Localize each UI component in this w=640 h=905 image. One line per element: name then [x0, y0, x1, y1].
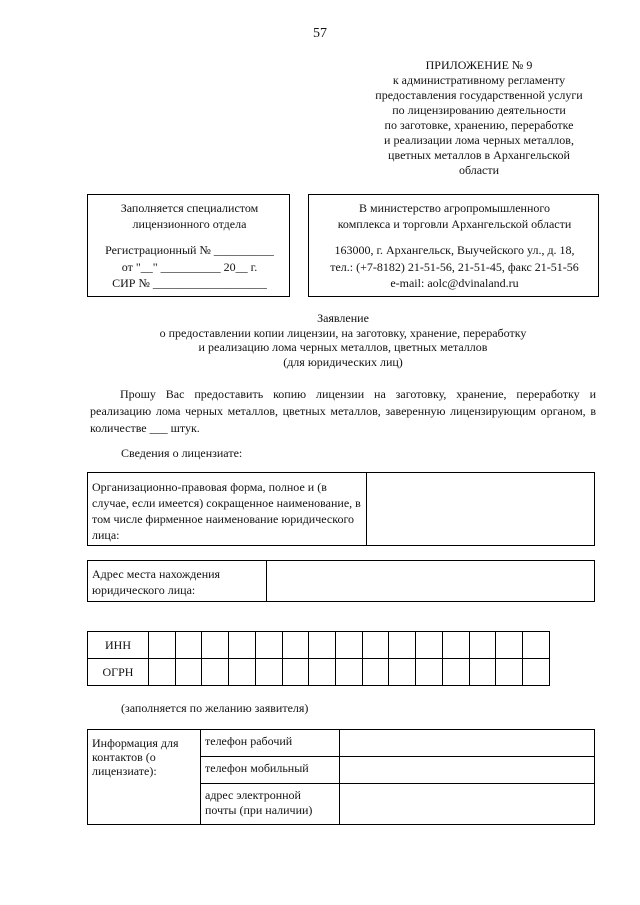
- appendix-line: цветных металлов в Архангельской: [388, 148, 570, 162]
- request-paragraph: [90, 386, 596, 437]
- work-phone-field[interactable]: [340, 730, 595, 757]
- licensee-info-label: Сведения о лицензиате:: [121, 446, 243, 460]
- address-label: Адрес места нахождения юридического лица:: [88, 561, 267, 602]
- appendix-line: области: [458, 163, 500, 177]
- inn-label: ИНН: [88, 632, 149, 659]
- inn-cell[interactable]: [469, 632, 496, 659]
- ogrn-cell[interactable]: [496, 659, 523, 686]
- ogrn-cell[interactable]: [202, 659, 229, 686]
- inn-cell[interactable]: [362, 632, 389, 659]
- heading-title: Заявление: [317, 311, 369, 325]
- address-field[interactable]: [267, 561, 595, 602]
- contacts-table: [87, 729, 595, 825]
- ministry-email: e-mail: aolc@dvinaland.ru: [390, 276, 519, 290]
- ministry-line2: комплекса и торговли Архангельской области: [337, 217, 572, 231]
- mobile-phone-label: телефон мобильный: [201, 757, 340, 784]
- appendix-line: и реализации лома черных металлов,: [384, 133, 574, 147]
- ministry-line1: В министерство агропромышленного: [358, 201, 551, 215]
- contacts-label: Информация для контактов (о лицензиате):: [88, 730, 201, 825]
- ogrn-cell[interactable]: [523, 659, 550, 686]
- ministry-box: [308, 194, 599, 297]
- work-phone-label: телефон рабочий: [201, 730, 340, 757]
- inn-cell[interactable]: [282, 632, 309, 659]
- ogrn-cell[interactable]: [416, 659, 443, 686]
- inn-cell[interactable]: [255, 632, 282, 659]
- registration-number-field[interactable]: Регистрационный № __________: [105, 243, 274, 257]
- ogrn-cell[interactable]: [442, 659, 469, 686]
- page-number: 57: [313, 26, 327, 41]
- heading-line: и реализацию лома черных металлов, цветных металлов: [198, 340, 488, 354]
- inn-cell[interactable]: [496, 632, 523, 659]
- ogrn-label: ОГРН: [88, 659, 149, 686]
- application-heading: [0, 311, 640, 369]
- inn-cell[interactable]: [389, 632, 416, 659]
- inn-cell[interactable]: [523, 632, 550, 659]
- ogrn-cell[interactable]: [389, 659, 416, 686]
- ogrn-cell[interactable]: [469, 659, 496, 686]
- inn-cell[interactable]: [442, 632, 469, 659]
- address-table: [87, 560, 595, 602]
- ogrn-cell[interactable]: [362, 659, 389, 686]
- request-text: Прошу Вас предоставить копию лицензии на заготовку, хранение, переработку и реализацию лома черных металлов, цветных металлов, заверенную лицензирующим органом, в количестве ___ штук.: [90, 387, 596, 435]
- appendix-line: к административному регламенту: [392, 73, 566, 87]
- appendix-line: по заготовке, хранению, переработке: [384, 118, 574, 132]
- ogrn-cell[interactable]: [282, 659, 309, 686]
- specialist-line2: лицензионного отдела: [132, 217, 247, 231]
- ogrn-cell[interactable]: [149, 659, 176, 686]
- inn-cell[interactable]: [175, 632, 202, 659]
- inn-cell[interactable]: [416, 632, 443, 659]
- heading-line: (для юридических лиц): [283, 354, 403, 369]
- heading-line: о предоставлении копии лицензии, на заготовку, хранение, переработку: [159, 325, 527, 340]
- org-name-table: [87, 472, 595, 546]
- mobile-phone-field[interactable]: [340, 757, 595, 784]
- ogrn-cell[interactable]: [255, 659, 282, 686]
- inn-cell[interactable]: [309, 632, 336, 659]
- org-form-label: Организационно-правовая форма, полное и (в случае, если имеется) сокращенное наименование, в том числе фирменное наименование юридического лица:: [88, 473, 367, 546]
- sir-number-field[interactable]: СИР № ___________________: [112, 276, 267, 290]
- ministry-phones: тел.: (+7-8182) 21-51-56, 21-51-45, факс 21-51-56: [330, 260, 579, 274]
- inn-cell[interactable]: [149, 632, 176, 659]
- registration-date-field[interactable]: от "__" __________ 20__ г.: [121, 260, 258, 274]
- ogrn-cell[interactable]: [309, 659, 336, 686]
- email-field[interactable]: [340, 784, 595, 825]
- optional-note: (заполняется по желанию заявителя): [121, 701, 309, 715]
- specialist-line1: Заполняется специалистом: [120, 201, 259, 215]
- inn-cell[interactable]: [229, 632, 256, 659]
- ogrn-cell[interactable]: [336, 659, 363, 686]
- inn-cell[interactable]: [202, 632, 229, 659]
- appendix-line: по лицензированию деятельности: [392, 103, 566, 117]
- org-form-field[interactable]: [367, 473, 595, 546]
- email-label: адрес электронной почты (при наличии): [201, 784, 340, 825]
- appendix-line: предоставления государственной услуги: [375, 88, 583, 102]
- appendix-header: [355, 58, 603, 178]
- ogrn-cell[interactable]: [175, 659, 202, 686]
- ogrn-cell[interactable]: [229, 659, 256, 686]
- appendix-line: ПРИЛОЖЕНИЕ № 9: [425, 58, 533, 72]
- specialist-box: [87, 194, 290, 297]
- inn-ogrn-table: [87, 631, 550, 686]
- ministry-address: 163000, г. Архангельск, Выучейского ул., д. 18,: [334, 243, 575, 257]
- inn-cell[interactable]: [336, 632, 363, 659]
